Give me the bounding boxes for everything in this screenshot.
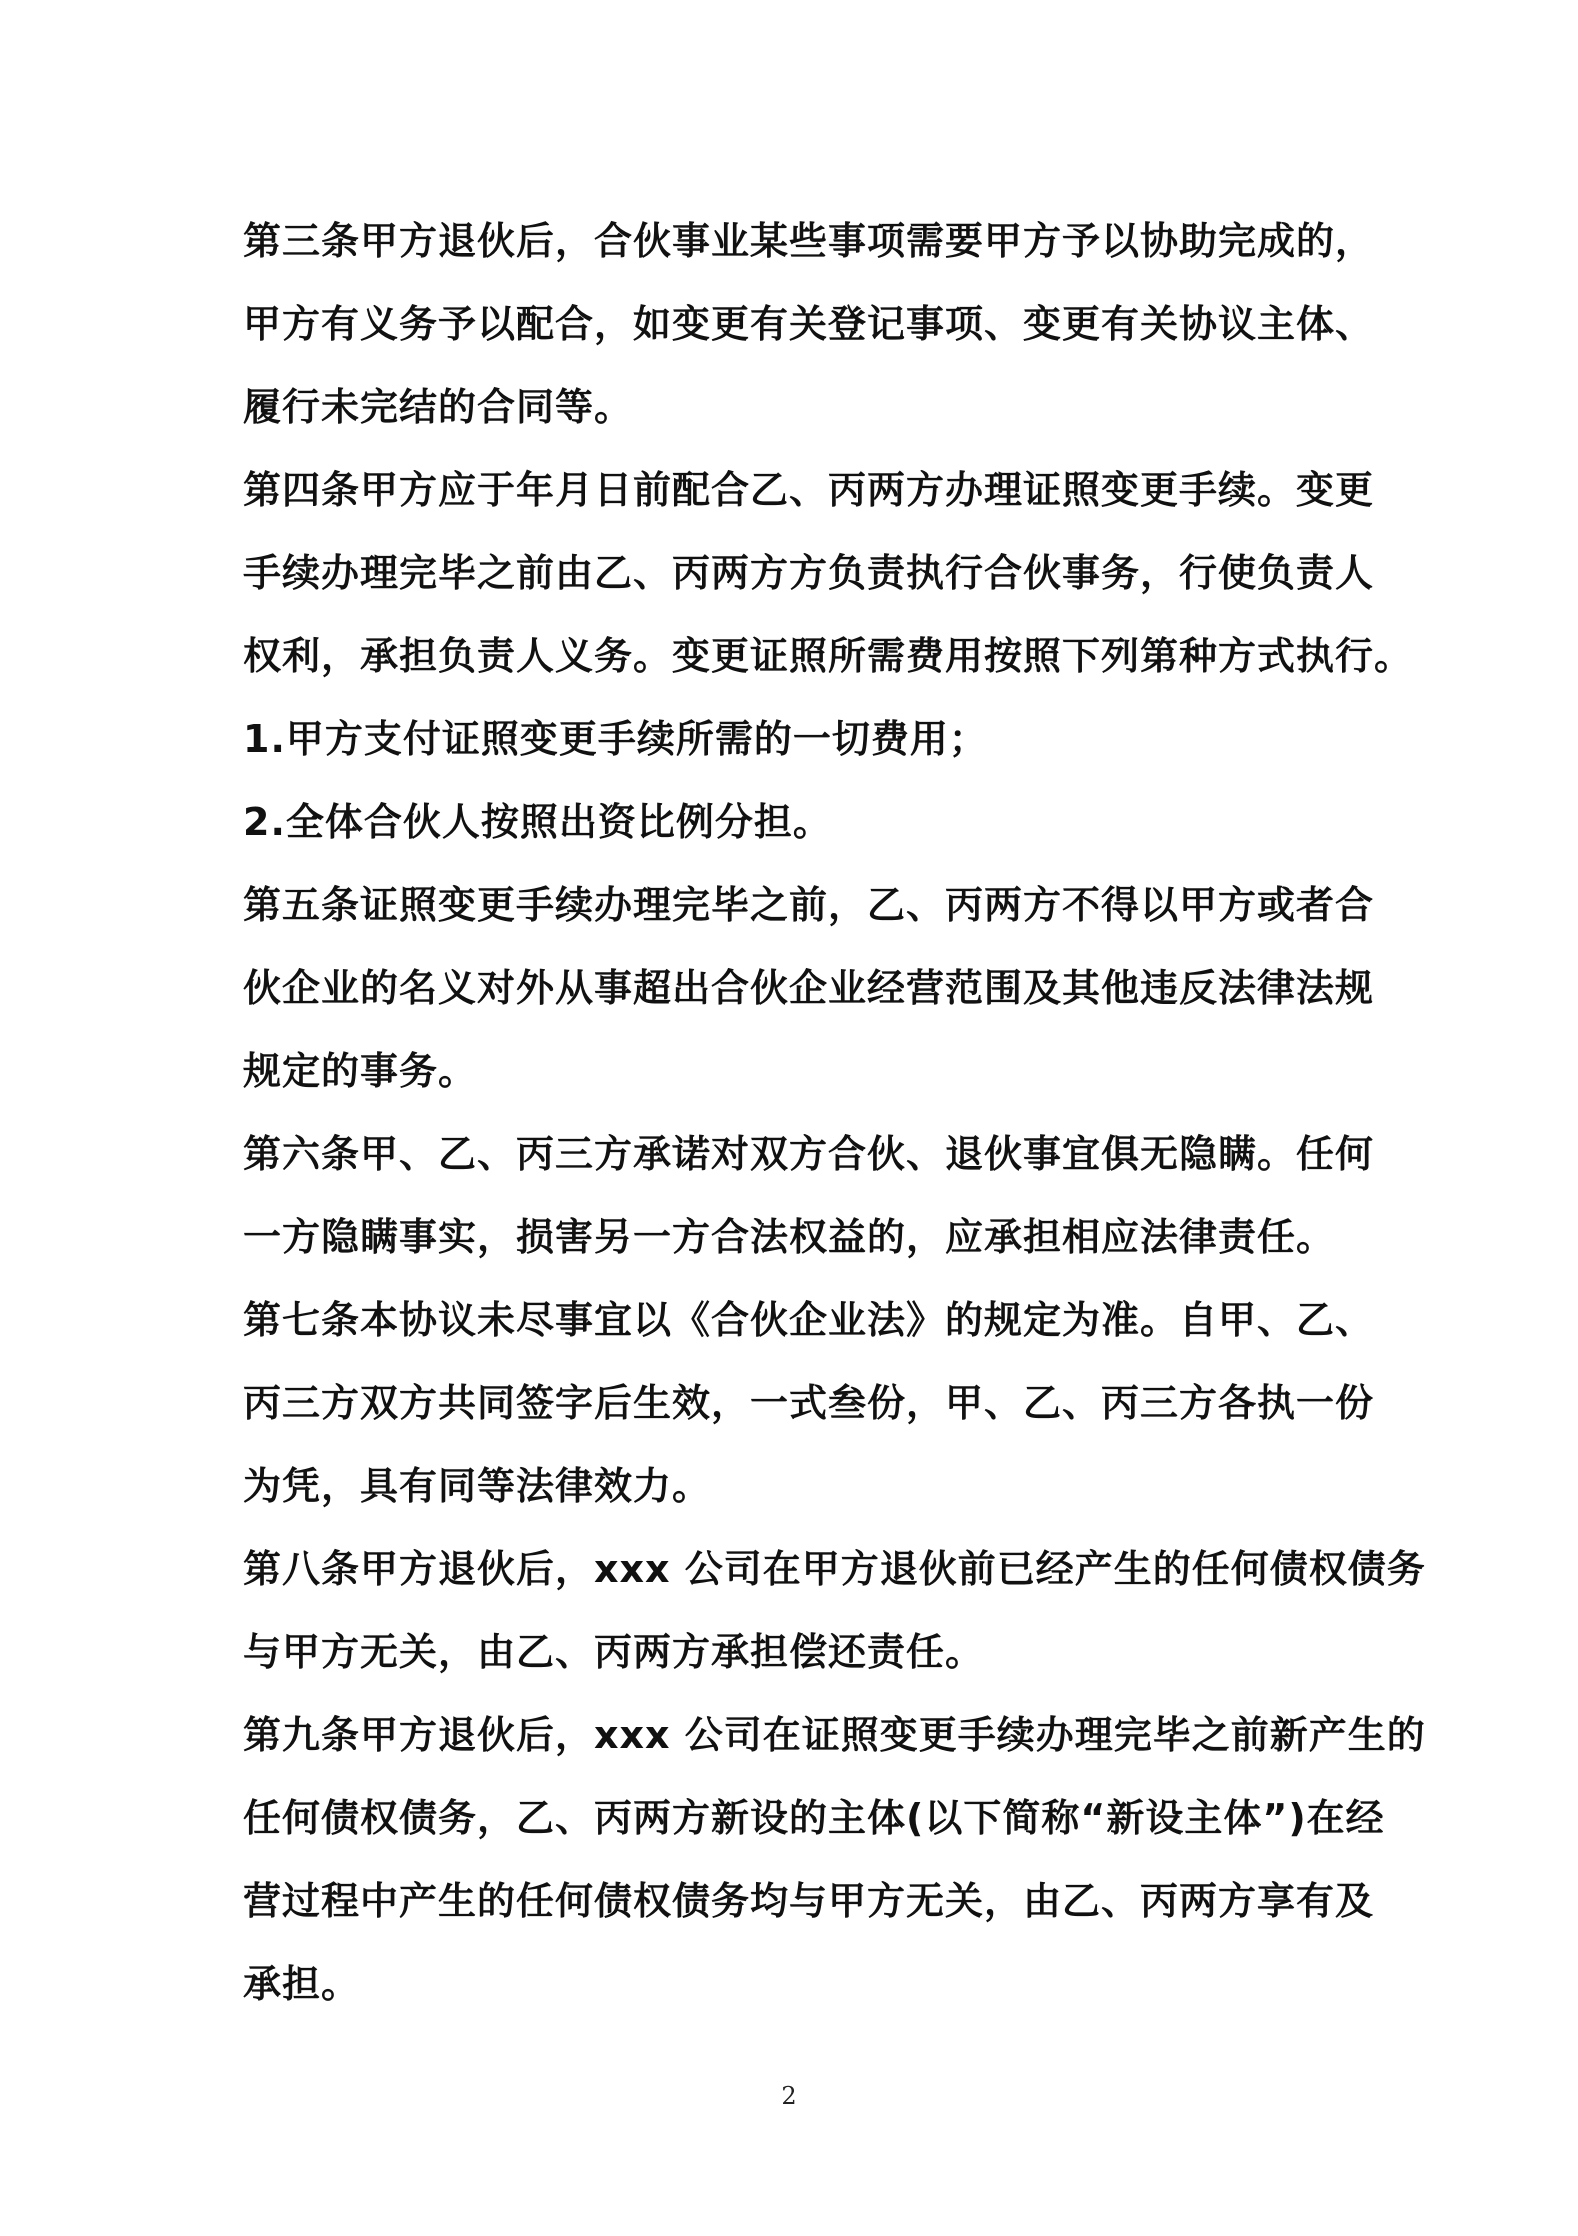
- text-line: 第三条甲方退伙后，合伙事业某些事项需要甲方予以协助完成的，: [243, 219, 1375, 263]
- text-line: 2.全体合伙人按照出资比例分担。: [243, 800, 832, 844]
- text-line: 与甲方无关，由乙、丙两方承担偿还责任。: [243, 1630, 985, 1674]
- document-body: [243, 200, 1426, 2026]
- text-line: 权利，承担负责人义务。变更证照所需费用按照下列第种方式执行。: [243, 634, 1414, 678]
- text-line: 营过程中产生的任何债权债务均与甲方无关，由乙、丙两方享有及: [243, 1879, 1375, 1923]
- text-line: 规定的事务。: [243, 1049, 478, 1093]
- text-line: 手续办理完毕之前由乙、丙两方方负责执行合伙事务，行使负责人: [243, 551, 1375, 595]
- text-line: 甲方有义务予以配合，如变更有关登记事项、变更有关协议主体、: [243, 302, 1375, 346]
- page-number: 2: [781, 2082, 797, 2110]
- text-line: 第七条本协议未尽事宜以《合伙企业法》的规定为准。自甲、乙、: [243, 1298, 1375, 1342]
- text-line: 任何债权债务，乙、丙两方新设的主体(以下简称“新设主体”)在经: [243, 1796, 1385, 1840]
- text-line: 第九条甲方退伙后，xxx 公司在证照变更手续办理完毕之前新产生的: [243, 1713, 1426, 1757]
- text-line: 丙三方双方共同签字后生效，一式叁份，甲、乙、丙三方各执一份: [243, 1381, 1375, 1425]
- text-line: 伙企业的名义对外从事超出合伙企业经营范围及其他违反法律法规: [243, 966, 1375, 1010]
- text-line: 第八条甲方退伙后，xxx 公司在甲方退伙前已经产生的任何债权债务: [243, 1547, 1426, 1591]
- text-line: 第六条甲、乙、丙三方承诺对双方合伙、退伙事宜俱无隐瞒。任何: [243, 1132, 1375, 1176]
- text-line: 承担。: [243, 1962, 361, 2006]
- text-line: 一方隐瞒事实，损害另一方合法权益的，应承担相应法律责任。: [243, 1215, 1336, 1259]
- text-line: 履行未完结的合同等。: [243, 385, 634, 429]
- text-line: 第五条证照变更手续办理完毕之前，乙、丙两方不得以甲方或者合: [243, 883, 1375, 927]
- text-line: 为凭，具有同等法律效力。: [243, 1464, 712, 1508]
- text-line: 1.甲方支付证照变更手续所需的一切费用；: [243, 717, 988, 761]
- text-line: 第四条甲方应于年月日前配合乙、丙两方办理证照变更手续。变更: [243, 468, 1375, 512]
